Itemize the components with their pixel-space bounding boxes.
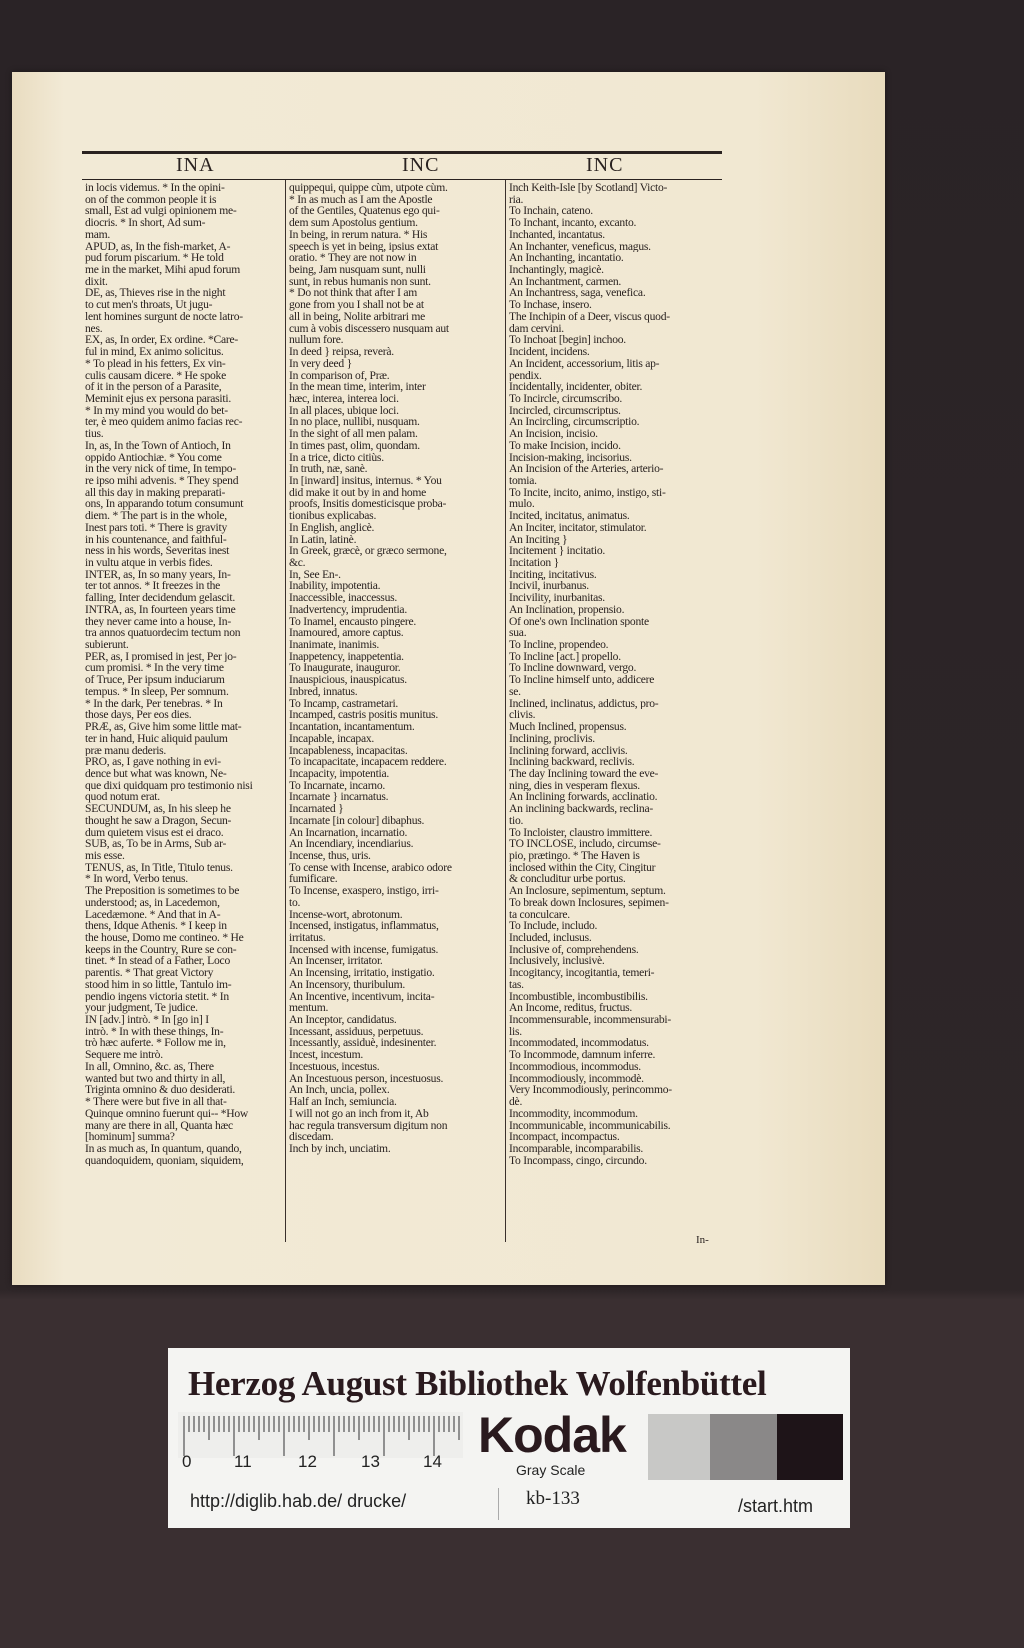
text-line: To make Incision, incido. — [509, 439, 621, 452]
text-line: Inamoured, amore captus. — [289, 627, 404, 640]
text-line: irritatus. — [289, 932, 326, 944]
text-line: thens, Idque Athenis. * I keep in — [85, 920, 227, 932]
text-line: pud forum piscarium. * He told — [85, 252, 224, 265]
text-line: An Inch, uncia, pollex. — [289, 1084, 390, 1097]
text-line: An inclining backwards, reclina- — [509, 803, 653, 815]
text-line: Incision-making, incisorius. — [509, 451, 632, 464]
text-line: [hominum] summa? — [85, 1131, 175, 1143]
text-line: An Inchanting, incantatio. — [509, 252, 624, 265]
text-line: In comparison of, Præ. — [289, 369, 390, 382]
text-line: tempus. * In sleep, Per somnum. — [85, 685, 229, 698]
text-line: The day Inclining toward the eve- — [509, 767, 659, 780]
text-line: many are there in all, Quanta hæc — [85, 1119, 233, 1132]
text-line: thought he saw a Dragon, Secun- — [85, 814, 232, 827]
text-line: An Income, reditus, fructus. — [509, 1002, 633, 1015]
text-line: Inbred, innatus. — [289, 685, 358, 698]
text-line: I will not go an inch from it, Ab — [289, 1107, 429, 1120]
text-line: In times past, olim, quondam. — [289, 439, 420, 452]
text-line: Incitement } incitatio. — [509, 545, 606, 557]
text-line: tomia. — [509, 474, 537, 487]
text-line: An Incarnation, incarnatio. — [289, 826, 408, 839]
text-line: Incarnate } incarnatus. — [289, 791, 389, 804]
gray-swatch-mid — [710, 1414, 777, 1480]
text-line: PRÆ, as, Give him some little mat- — [85, 721, 242, 733]
shelfmark: kb-133 — [526, 1488, 580, 1509]
text-line: * To plead in his fetters, Ex vin- — [85, 357, 226, 370]
text-line: Inch Keith-Isle [by Scotland] Victo- — [509, 182, 668, 194]
text-line: re ipso mihi advenis. * They spend — [85, 474, 239, 487]
text-line: In being, in rerum natura. * His — [289, 228, 428, 241]
text-line: Included, inclusus. — [509, 932, 592, 944]
text-line: Incantation, incantamentum. — [289, 721, 415, 733]
text-line: Inclining, proclivis. — [509, 732, 595, 745]
text-line: to cut men's throats, Ut jugu- — [85, 299, 213, 311]
text-line: Sequere me intrò. — [85, 1049, 163, 1061]
column-2 — [289, 182, 503, 1155]
text-line: nullum fore. — [289, 334, 344, 347]
text-line: To Incense, exaspero, instigo, irri- — [289, 885, 439, 897]
text-line: pendio ingens victoria stetit. * In — [85, 990, 229, 1003]
text-line: PER, as, I promised in jest, Per jo- — [85, 650, 237, 663]
text-line: Incomparable, incomparabilis. — [509, 1142, 644, 1155]
text-line: Incest, incestum. — [289, 1049, 363, 1061]
text-line: Incommunicable, incommunicabilis. — [509, 1119, 671, 1132]
text-line: In, See En-. — [289, 568, 341, 581]
text-line: To Include, includo. — [509, 920, 598, 932]
text-line: SUB, as, To be in Arms, Sub ar- — [85, 838, 227, 850]
text-line: Inclining forward, acclivis. — [509, 744, 628, 757]
text-line: Incessant, assiduus, perpetuus. — [289, 1025, 424, 1038]
text-line: An Incision of the Arteries, arterio- — [509, 463, 664, 475]
text-line: præ manu dederis. — [85, 744, 167, 757]
text-line: An Inchanter, veneficus, magus. — [509, 240, 651, 253]
text-line: Inadvertency, imprudentia. — [289, 603, 407, 616]
text-line: An Inchantment, carmen. — [509, 275, 622, 288]
text-line: Inclining backward, reclivis. — [509, 756, 635, 768]
text-line: Incombustible, incombustibilis. — [509, 990, 648, 1003]
column-rule — [285, 180, 286, 1242]
text-line: To Incommode, damnum inferre. — [509, 1049, 656, 1061]
text-line: trò hæc auferte. * Follow me in, — [85, 1037, 226, 1050]
text-line: Inest pars toti. * There is gravity — [85, 521, 228, 534]
text-line: se. — [509, 685, 521, 698]
text-line: Inability, impotentia. — [289, 580, 381, 593]
text-line: An Incident, accessorium, litis ap- — [509, 357, 660, 370]
text-line: An Inclosure, sepimentum, septum. — [509, 885, 666, 897]
text-line: To Incarnate, incarno. — [289, 779, 386, 792]
text-line: SECUNDUM, as, In his sleep he — [85, 803, 231, 815]
text-line: quippequi, quippe cùm, utpote cùm. — [289, 182, 448, 194]
text-line: Inaccessible, inaccessus. — [289, 592, 398, 604]
text-line: tius. — [85, 428, 104, 440]
column-3 — [509, 182, 721, 1166]
text-line: cum à vobis discessero nusquam aut — [289, 322, 449, 335]
text-line: cum promisi. * In the very time — [85, 662, 224, 675]
text-line: In, as, In the Town of Antioch, In — [85, 439, 231, 452]
text-line: did make it out by in and home — [289, 486, 427, 499]
text-line: ning, dies in vesperam flexus. — [509, 779, 640, 792]
text-line: & concluditur urbe portus. — [509, 873, 626, 886]
divider — [498, 1488, 499, 1520]
text-line: Much Inclined, propensus. — [509, 721, 627, 733]
text-line: To cense with Incense, arabico odore — [289, 861, 452, 874]
text-line: In as much as, In quantum, quando, — [85, 1142, 242, 1155]
text-line: the house, Domo me contineo. * He — [85, 932, 244, 944]
text-line: * In word, Verbo tenus. — [85, 873, 188, 886]
text-line: Incapableness, incapacitas. — [289, 744, 408, 757]
text-line: Incivil, inurbanus. — [509, 580, 589, 593]
text-line: Inch by inch, unciatim. — [289, 1142, 391, 1155]
text-line: mentum. — [289, 1002, 329, 1015]
text-line: que dixi quidquam pro testimonio nisi — [85, 779, 253, 792]
text-line: nes. — [85, 322, 103, 335]
text-line: small, Est ad vulgi opinionem me- — [85, 205, 237, 218]
text-line: Incidentally, incidenter, obiter. — [509, 381, 643, 393]
text-line: dum quietem visus est ei draco. — [85, 826, 224, 839]
text-line: ter tot annos. * It freezes in the — [85, 580, 221, 593]
text-line: quandoquidem, quoniam, siquidem, — [85, 1154, 244, 1167]
text-line: To Incline, propendeo. — [509, 639, 609, 651]
text-line: Inclusive of, comprehendens. — [509, 943, 639, 956]
header-rule-thin — [82, 179, 722, 180]
text-line: diocris. * In short, Ad sum- — [85, 217, 206, 229]
text-line: me in the market, Mihi apud forum — [85, 264, 240, 276]
text-line: An Inclining forwards, acclinatio. — [509, 791, 658, 804]
text-line: Incensed, instigatus, inflammatus, — [289, 920, 439, 932]
text-line: Inclined, inclinatus, addictus, pro- — [509, 697, 659, 710]
text-line: * There were but five in all that- — [85, 1096, 227, 1108]
text-line: Lacedæmone. * And that in A- — [85, 908, 221, 921]
kodak-logo: Kodak — [478, 1407, 626, 1463]
ruler-number: 13 — [361, 1452, 380, 1471]
text-line: Incense-wort, abrotonum. — [289, 908, 403, 921]
text-line: ta conculcare. — [509, 908, 570, 921]
ruler — [178, 1412, 463, 1458]
text-line: TO INCLOSE, includo, circumse- — [509, 838, 661, 850]
text-line: The Preposition is sometimes to be — [85, 885, 240, 897]
text-line: quod notum erat. — [85, 791, 160, 804]
text-line: INTER, as, In so many years, In- — [85, 568, 231, 581]
text-line: ons, In apparando totum consumunt — [85, 498, 244, 511]
text-line: To Incline himself unto, addicere — [509, 674, 655, 686]
text-line: understood; as, in Lacedemon, — [85, 896, 220, 909]
text-line: To Incline [act.] propello. — [509, 650, 621, 663]
text-line: intrò. * In with these things, In- — [85, 1025, 224, 1038]
text-line: keeps in the Country, Rure se con- — [85, 943, 237, 956]
text-line: diem. * The part is in the whole, — [85, 510, 227, 522]
text-line: on of the common people it is — [85, 193, 217, 206]
text-line: Incited, incitatus, animatus. — [509, 510, 630, 522]
text-line: subierunt. — [85, 639, 129, 651]
text-line: In truth, næ, sanè. — [289, 463, 368, 475]
text-line: of it in the person of a Parasite, — [85, 381, 222, 393]
text-line: To Incite, incito, animo, instigo, sti- — [509, 486, 666, 499]
text-line: Incarnated } — [289, 803, 344, 815]
text-line: An Incestuous person, incestuosus. — [289, 1072, 444, 1085]
text-line: An Incensory, thuribulum. — [289, 978, 405, 991]
text-line: ter, è meo quidem animo facias rec- — [85, 416, 243, 429]
text-line: To Inaugurate, inauguror. — [289, 662, 401, 675]
text-line: Very Incommodiously, perincommo- — [509, 1084, 672, 1097]
text-line: To Inchain, cateno. — [509, 205, 593, 218]
text-line: ness in his words, Severitas inest — [85, 545, 230, 557]
text-line: Quinque omnino fuerunt qui-- *How — [85, 1107, 249, 1120]
text-line: discedam. — [289, 1131, 334, 1143]
text-line: inclosed within the City, Cingitur — [509, 861, 656, 874]
text-line: tio. — [509, 814, 524, 827]
text-line: An Incenser, irritator. — [289, 955, 383, 968]
text-line: In the sight of all men palam. — [289, 428, 418, 440]
gray-swatch-light — [648, 1414, 710, 1480]
text-line: TENUS, as, In Title, Titulo tenus. — [85, 861, 233, 874]
text-line: In English, anglicè. — [289, 521, 375, 534]
text-line: &c. — [289, 557, 306, 569]
text-line: hac regula transversum digitum non — [289, 1119, 448, 1132]
text-line: An Inceptor, candidatus. — [289, 1014, 397, 1026]
text-line: to. — [289, 896, 301, 909]
ruler-number: 0 — [182, 1452, 192, 1471]
text-line: oratio. * They are not now in — [289, 252, 417, 265]
text-line: Half an Inch, semiuncia. — [289, 1096, 397, 1108]
text-line: tinet. * In stead of a Father, Loco — [85, 955, 230, 968]
text-line: IN [adv.] intrò. * In [go in] I — [85, 1014, 209, 1026]
ruler-number: 12 — [298, 1452, 317, 1471]
text-line: Incitation } — [509, 557, 559, 569]
text-line: dam cervini. — [509, 322, 564, 335]
ruler-number: 11 — [234, 1452, 252, 1471]
text-line: EX, as, In order, Ex ordine. *Care- — [85, 334, 239, 347]
text-line: To Inchoat [begin] inchoo. — [509, 334, 626, 347]
column-rule — [505, 180, 506, 1242]
text-line: PRO, as, I gave nothing in evi- — [85, 756, 221, 768]
text-line: In very deed } — [289, 357, 352, 370]
gray-swatch-dark — [777, 1414, 843, 1480]
text-line: In a trice, dicto citiùs. — [289, 451, 384, 464]
text-line: To Incompass, cingo, circundo. — [509, 1154, 647, 1167]
text-line: mam. — [85, 228, 111, 241]
text-line: they never came into a house, In- — [85, 615, 231, 628]
text-line: An Incendiary, incendiarius. — [289, 838, 414, 850]
text-line: oppido Antiochiæ. * You come — [85, 451, 222, 464]
text-line: of Truce, Per ipsum induciarum — [85, 674, 225, 686]
text-line: In Greek, græcè, or græco sermone, — [289, 545, 447, 557]
text-line: Incestuous, incestus. — [289, 1060, 380, 1073]
running-head-left: INA — [176, 154, 215, 176]
text-line: falling, Inter decidendum gelascit. — [85, 592, 235, 604]
text-line: To Incloister, claustro immittere. — [509, 826, 653, 839]
text-line: in the very nick of time, In tempo- — [85, 463, 236, 475]
text-line: Incogitancy, incogitantia, temeri- — [509, 967, 655, 979]
text-line: fumificare. — [289, 873, 338, 886]
text-line: In Latin, latinè. — [289, 533, 357, 546]
text-line: all this day in making preparati- — [85, 486, 226, 499]
text-line: dem sum Apostolus gentium. — [289, 217, 418, 229]
source-url: http://diglib.hab.de/ drucke/ — [190, 1491, 407, 1511]
text-line: To break down Inclosures, sepimen- — [509, 896, 669, 909]
text-line: Meminit ejus ex persona parasiti. — [85, 392, 231, 405]
text-line: Inanimate, inanimis. — [289, 639, 379, 651]
text-line: An Inchantress, saga, venefica. — [509, 287, 646, 300]
text-line: To Incline downward, vergo. — [509, 662, 637, 675]
text-line: Incivility, inurbanitas. — [509, 592, 605, 604]
text-line: To Incamp, castrametari. — [289, 697, 399, 710]
text-line: In the mean time, interim, inter — [289, 381, 426, 393]
text-line: Inappetency, inappetentia. — [289, 650, 404, 663]
text-line: of the Gentiles, Quatenus ego qui- — [289, 205, 440, 218]
text-line: pio, prætingo. * The Haven is — [509, 849, 640, 862]
text-line: hæc, interea, interea loci. — [289, 392, 399, 405]
text-line: being, Jam nusquam sunt, nulli — [289, 264, 426, 276]
ruler-number: 14 — [423, 1452, 442, 1471]
library-target-card — [168, 1348, 850, 1528]
text-line: ter in hand, Huic aliquid paulum — [85, 732, 228, 745]
text-line: sunt, in rebus humanis non sunt. — [289, 275, 431, 288]
text-line: Inchanted, incantatus. — [509, 228, 605, 241]
text-line: Incident, incidens. — [509, 346, 590, 358]
text-line: In [inward] insitus, internus. * You — [289, 474, 442, 487]
text-line: To Incircle, circumscribo. — [509, 392, 623, 405]
text-line: proofs, Insitis domesticisque proba- — [289, 498, 447, 511]
text-line: tionibus explicabas. — [289, 510, 377, 522]
text-line: Triginta omnino & duo desiderati. — [85, 1084, 236, 1097]
text-line: tas. — [509, 978, 524, 991]
text-line: Incommodiously, incommodè. — [509, 1072, 644, 1085]
text-line: * Do not think that after I am — [289, 287, 418, 300]
text-line: mis esse. — [85, 849, 125, 862]
text-line: Incessantly, assiduè, indesinenter. — [289, 1037, 437, 1050]
text-line: In all places, ubique loci. — [289, 404, 399, 417]
text-line: To Inchase, insero. — [509, 299, 592, 311]
text-line: dence but what was known, Ne- — [85, 767, 227, 780]
text-line: Incamped, castris positis munitus. — [289, 709, 438, 722]
text-line: dixit. — [85, 275, 108, 288]
text-line: all in being, Nolite arbitrari me — [289, 310, 425, 323]
text-line: Incommodated, incommodatus. — [509, 1037, 649, 1050]
text-line: Incensed with incense, fumigatus. — [289, 943, 439, 956]
text-line: An Incentive, incentivum, incita- — [289, 990, 435, 1003]
text-line: Incommodious, incommodus. — [509, 1060, 641, 1073]
text-line: APUD, as, In the fish-market, A- — [85, 240, 231, 253]
catchword: In- — [696, 1234, 709, 1246]
library-name: Herzog August Bibliothek Wolfenbüttel — [188, 1364, 767, 1403]
text-line: dè. — [509, 1096, 523, 1108]
text-line: in his countenance, and faithful- — [85, 533, 227, 546]
text-line: speech is yet in being, ipsius extat — [289, 240, 439, 253]
gray-scale-label: Gray Scale — [516, 1462, 586, 1478]
text-line: Incircled, circumscriptus. — [509, 404, 621, 417]
text-line: An Incision, incisio. — [509, 428, 598, 440]
text-line: ful in mind, Ex animo solicitus. — [85, 346, 224, 358]
text-line: pendix. — [509, 369, 542, 382]
text-line: An Inciter, incitator, stimulator. — [509, 521, 647, 534]
text-line: Incommensurable, incommensurabi- — [509, 1014, 671, 1026]
text-line: mulo. — [509, 498, 535, 511]
text-line: tra annos quatuordecim tectum non — [85, 627, 241, 640]
text-line: your judgment, Te judice. — [85, 1002, 198, 1015]
text-line: those days, Per eos dies. — [85, 709, 192, 722]
text-line: Incommodity, incommodum. — [509, 1107, 638, 1120]
text-line: clivis. — [509, 709, 536, 722]
text-line: To Inchant, incanto, excanto. — [509, 217, 637, 229]
column-1 — [85, 182, 284, 1166]
text-line: * In the dark, Per tenebras. * In — [85, 697, 223, 710]
text-line: Inchantingly, magicè. — [509, 264, 604, 276]
text-line: lent homines surgunt de nocte latro- — [85, 310, 243, 323]
text-line: In deed } reipsa, reverà. — [289, 346, 394, 358]
text-line: Incapable, incapax. — [289, 732, 375, 745]
text-line: An Incensing, irritatio, instigatio. — [289, 967, 435, 979]
text-line: Inciting, incitativus. — [509, 568, 597, 581]
text-line: In all, Omnino, &c. as, There — [85, 1060, 214, 1073]
text-line: Inauspicious, inauspicatus. — [289, 674, 407, 686]
text-line: In no place, nullibi, nusquam. — [289, 416, 420, 429]
text-line: An Incircling, circumscriptio. — [509, 416, 640, 429]
running-head-center: INC — [402, 154, 440, 176]
text-line: An Inclination, propensio. — [509, 603, 625, 616]
text-line: The Inchipin of a Deer, viscus quod- — [509, 310, 670, 323]
text-line: Inclusively, inclusivè. — [509, 955, 605, 968]
url-suffix: /start.htm — [738, 1496, 814, 1516]
text-line: culis causam dicere. * He spoke — [85, 369, 226, 382]
text-line: sua. — [509, 627, 527, 640]
text-line: Incapacity, impotentia. — [289, 767, 390, 780]
text-line: * In my mind you would do bet- — [85, 404, 228, 417]
text-line: Of one's own Inclination sponte — [509, 615, 649, 628]
text-line: ria. — [509, 193, 524, 206]
running-head-right: INC — [586, 154, 624, 176]
text-line: parentis. * That great Victory — [85, 967, 214, 979]
text-line: stood him in so little, Tantulo im- — [85, 978, 232, 991]
text-line: An Inciting } — [509, 533, 568, 546]
text-line: lis. — [509, 1025, 522, 1038]
text-line: INTRA, as, In fourteen years time — [85, 603, 236, 616]
text-line: To Inamel, encausto pingere. — [289, 615, 417, 628]
text-line: wanted but two and thirty in all, — [85, 1072, 226, 1085]
text-line: Incompact, incompactus. — [509, 1131, 620, 1143]
text-line: gone from you I shall not be at — [289, 299, 424, 311]
text-line: Incarnate [in colour] dibaphus. — [289, 814, 425, 827]
text-line: DE, as, Thieves rise in the night — [85, 287, 226, 300]
text-line: To incapacitate, incapacem reddere. — [289, 756, 447, 768]
text-line: * In as much as I am the Apostle — [289, 193, 433, 206]
text-line: in locis videmus. * In the opini- — [85, 182, 225, 194]
text-line: Incense, thus, uris. — [289, 849, 371, 862]
text-line: in vultu atque in verbis fides. — [85, 557, 213, 569]
